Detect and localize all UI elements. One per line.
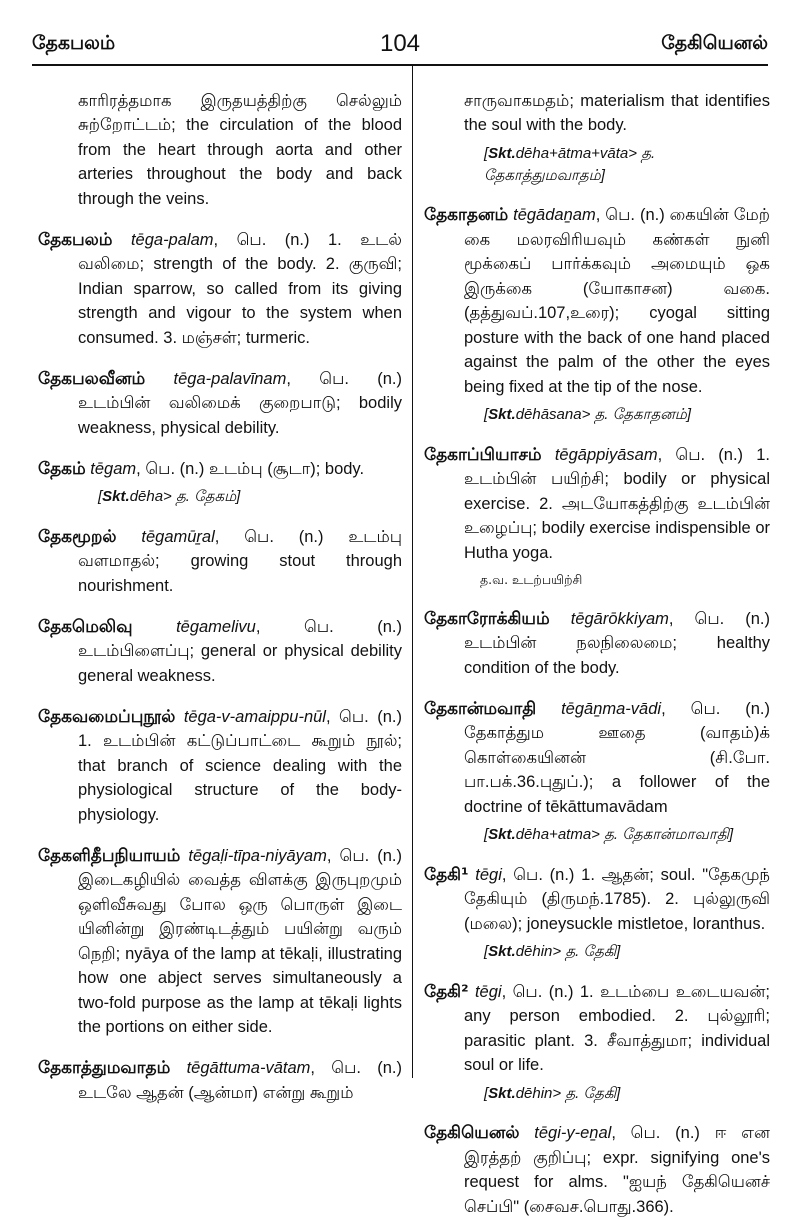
usage-note: த.வ. உடற்பயிற்சி — [480, 572, 583, 587]
transliteration: tēgāppiyāsam — [554, 445, 658, 464]
headword: தேகம் — [38, 458, 86, 479]
dictionary-entry — [424, 443, 770, 566]
etymology-language: Skt. — [102, 488, 130, 505]
headword: தேகபலவீனம் — [38, 368, 146, 389]
transliteration: tēga-palavīnam — [173, 369, 287, 388]
guide-word-left: தேகபலம் — [32, 32, 116, 54]
dictionary-entry — [38, 89, 402, 212]
definition-text: , பெ. (n.) 1. உடல் வலிமை; strength of the body. 2. குருவி; Indian sparrow, so called from its giving strength and vigour to the system when consumed. 3. மஞ்சள்; turmeric. — [78, 230, 403, 347]
transliteration: tēgāttuma-vātam — [186, 1059, 311, 1077]
column-divider — [412, 66, 413, 1078]
etymology-language: Skt. — [488, 144, 516, 162]
etymology-source: [Skt.dēha+atma> த. தேகான்மாவாதி] — [484, 826, 734, 843]
headword: தேகவமைப்புநூல் — [38, 706, 176, 727]
dictionary-entry — [38, 844, 402, 1040]
etymology-source: [Skt.dēhin> த. தேகி] — [484, 943, 621, 960]
definition-text: , பெ. (n.) 1. உடம்பின் கட்டுப்பாட்டை கூறும் நூல்; that branch of science dealing with the physiological structure of the body-physiology. — [78, 707, 402, 824]
transliteration: tēgamūṟal — [141, 527, 215, 546]
definition-text: சாருவாகமதம்; materialism that identifies the soul with the body. — [464, 91, 770, 134]
definition-text: காரிரத்தமாக இருதயத்திற்கு செல்லும் சுற்றோட்டம்; the circulation of the blood from the heart through aorta and other arteries throughout the body and back through the veins. — [78, 91, 402, 208]
etymology-text: dēhin> த. தேகி] — [515, 943, 621, 960]
headword: தேகபலம் — [38, 229, 113, 250]
definition-text: , பெ. (n.) 1. உடம்பை உடையவன்; any person embodied. 2. புல்லூரி; parasitic plant. 3. சீவாத்துமா; individual soul or life. — [464, 982, 771, 1074]
transliteration: tēga-palam — [130, 230, 214, 249]
dictionary-entry — [424, 980, 770, 1078]
transliteration: tēgādaṉam — [513, 206, 596, 224]
etymology-text: dēha+ātma+vāta> த. தேகாத்துமவாதம்] — [484, 144, 656, 184]
dictionary-entry — [38, 525, 402, 599]
definition-text: , பெ. (n.) உடம்பிளைப்பு; general or physical debility general weakness. — [78, 617, 402, 685]
headword: தேகாரோக்கியம் — [424, 608, 550, 629]
headword: தேகாதனம் — [424, 205, 509, 225]
dictionary-entry — [38, 705, 402, 828]
dictionary-entry — [38, 1056, 402, 1105]
dictionary-entry — [424, 1121, 770, 1219]
headword: தேகான்மவாதி — [424, 698, 537, 719]
transliteration: tēga-v-amaippu-nūl — [183, 707, 326, 726]
etymology-language: Skt. — [488, 826, 516, 843]
headword: தேகாப்பியாசம் — [424, 444, 542, 465]
etymology-source: [Skt.dēhāsana> த. தேகாதனம்] — [484, 406, 692, 423]
running-head — [32, 32, 768, 64]
definition-text: , பெ. (n.) 1. உடம்பின் பயிற்சி; bodily or physical exercise. 2. அடயோகத்திற்கு உடம்பின் உழைப்பு; bodily exercise indispensible or Hutha yoga. — [464, 445, 770, 562]
transliteration: tēgamelivu — [176, 617, 256, 636]
definition-text: , பெ. (n.) ஈ என இரத்தற் குறிப்பு; expr. signifying one's request for alms. "ஐயந் தேகியெனச் செப்பி" (சைவச.பொது.366). — [464, 1124, 770, 1216]
dictionary-entry — [38, 615, 402, 689]
header-rule — [32, 64, 768, 66]
definition-text: , பெ. (n.) கையின் மேற் கை மலரவிரியவும் கண்கள் நுனி மூக்கைப் பார்க்கவும் அமையும் ஒக இருக்கை (யோகாசன) வகை. (தத்துவப்.107,உரை); cyogal sitting posture with the back of one hand placed against the palm of the other the eyes being fixed at the tip of the nose. — [464, 206, 770, 396]
guide-word-right: தேகியெனல் — [661, 32, 768, 54]
transliteration: tēgi — [474, 982, 502, 1001]
transliteration: tēgi — [475, 865, 502, 884]
definition-text: , பெ. (n.) உடம்பின் வலிமைக் குறைபாடு; bodily weakness, physical debility. — [78, 369, 402, 437]
definition-text: , பெ. (n.) உடம்பின் நலநிலைமை; healthy condition of the body. — [464, 609, 770, 677]
etymology-text: dēha> த. தேகம்] — [129, 488, 241, 505]
etymology-source: [Skt.dēhin> த. தேகி] — [484, 1084, 621, 1102]
headword: தேகியெனல் — [424, 1123, 520, 1143]
transliteration: tēgi-y-eṉal — [534, 1124, 612, 1142]
left-column — [38, 72, 403, 1102]
transliteration: tēgam — [90, 459, 137, 478]
definition-text: , பெ. (n.) உடம்பு (சூடா); body. — [136, 459, 365, 478]
etymology-source: [Skt.dēha> த. தேகம்] — [98, 488, 241, 505]
dictionary-entry — [38, 457, 402, 482]
etymology-text: dēhin> த. தேகி] — [515, 1084, 621, 1102]
page-number: 104 — [379, 30, 421, 57]
transliteration: tēgaḷi-tīpa-niyāyam — [188, 846, 327, 865]
dictionary-entry — [38, 367, 402, 441]
headword: தேகளிதீபநியாயம் — [38, 845, 181, 866]
definition-text: , பெ. (n.) இடைகழியில் வைத்த விளக்கு இருபுறமும் ஒளிவீசுவது போல ஒரு பொருள் இடை யினின்று இரண்டிடத்தும் பயின்று வரும் நெறி; nyāya of the lamp at tēkaḷi, illustrating how one abject serves simultaneously a two-fold purpose as the lamp at tēkaḷi lights the portions on either side. — [78, 846, 402, 1036]
dictionary-entry — [424, 89, 770, 138]
dictionary-entry — [424, 697, 770, 820]
headword: தேகமூறல் — [38, 526, 117, 547]
right-column — [424, 72, 771, 1216]
etymology-language: Skt. — [488, 406, 516, 423]
etymology-source: [Skt.dēha+ātma+vāta> த. தேகாத்துமவாதம்] — [484, 144, 656, 184]
dictionary-entry — [424, 863, 770, 937]
definition-text: , பெ. (n.) தேகாத்தும ஊதை (வாதம்)க் கொள்கையினன் (சி.போ. பா.பக்.36.புதுப்.); a follower of the doctrine of tēkāttumavādam — [464, 699, 770, 816]
etymology-language: Skt. — [488, 943, 516, 960]
dictionary-entry — [38, 228, 402, 351]
definition-text: , பெ. (n.) 1. ஆதன்; soul. "தேகமுந் தேகியும் (திருமந்.1785). 2. புல்லுருவி (மலை); joneysuckle mistletoe, loranthus. — [464, 865, 770, 933]
etymology-text: dēha+atma> த. தேகான்மாவாதி] — [515, 826, 734, 843]
transliteration: tēgāṉma-vādi — [561, 699, 662, 718]
headword: தேகாத்துமவாதம் — [38, 1058, 171, 1078]
definition-text: , பெ. (n.) உடம்பு வளமாதல்; growing stout through nourishment. — [78, 527, 402, 595]
etymology-language: Skt. — [488, 1084, 516, 1102]
definition-text: , பெ. (n.) உடலே ஆதன் (ஆன்மா) என்று கூறும் — [78, 1059, 402, 1102]
transliteration: tēgārōkkiyam — [570, 609, 669, 628]
headword: தேகி² — [424, 981, 469, 1002]
etymology-text: dēhāsana> த. தேகாதனம்] — [515, 406, 692, 423]
dictionary-entry — [424, 203, 770, 399]
headword: தேகி¹ — [424, 864, 469, 885]
headword: தேகமெலிவு — [38, 616, 133, 637]
dictionary-entry — [424, 607, 770, 681]
